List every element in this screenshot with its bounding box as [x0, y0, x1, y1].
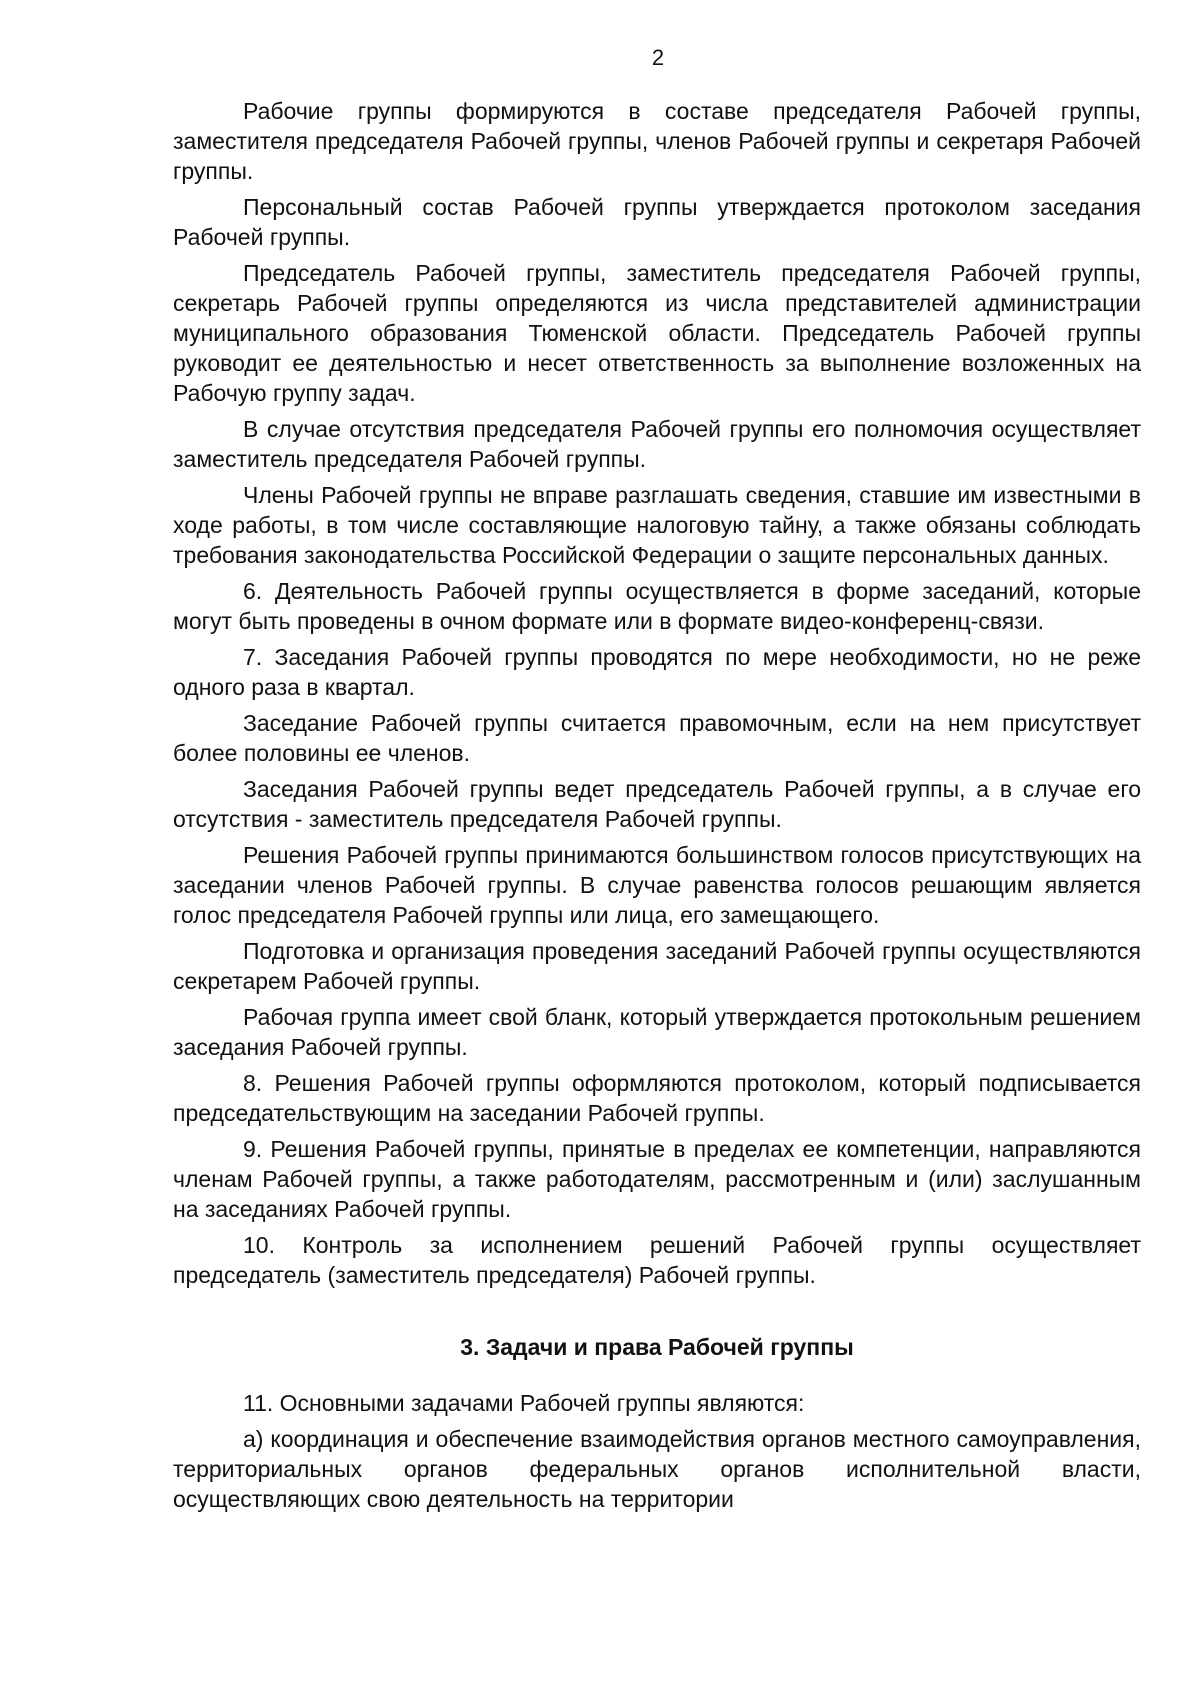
document-body [173, 96, 1141, 1514]
paragraph-item-7: 7. Заседания Рабочей группы проводятся по мере необходимости, но не реже одного раза в квартал. [173, 644, 1141, 700]
paragraph-item-6: 6. Деятельность Рабочей группы осуществляется в форме заседаний, которые могут быть проведены в очном формате или в формате видео-конференц-связи. [173, 578, 1141, 634]
paragraph-decisions-voting: Решения Рабочей группы принимаются большинством голосов присутствующих на заседании членов Рабочей группы. В случае равенства голосов решающим является голос председателя Рабочей группы или лица, его замещающего. [173, 842, 1141, 928]
paragraph-personal-composition: Персональный состав Рабочей группы утверждается протоколом заседания Рабочей группы. [173, 194, 1141, 250]
paragraph-meeting-chair: Заседания Рабочей группы ведет председатель Рабочей группы, а в случае его отсутствия - заместитель председателя Рабочей группы. [173, 776, 1141, 832]
paragraph-item-10: 10. Контроль за исполнением решений Рабочей группы осуществляет председатель (заместитель председателя) Рабочей группы. [173, 1232, 1141, 1288]
paragraph-confidentiality: Члены Рабочей группы не вправе разглашать сведения, ставшие им известными в ходе работы, в том числе составляющие налоговую тайну, а также обязаны соблюдать требования законодательства Российской Федерации о защите персональных данных. [173, 482, 1141, 568]
page-number: 2 [651, 45, 665, 70]
paragraph-item-9: 9. Решения Рабочей группы, принятые в пределах ее компетенции, направляются членам Рабочей группы, а также работодателям, рассмотренным и (или) заслушанным на заседаниях Рабочей группы. [173, 1136, 1141, 1222]
paragraph-deputy-powers: В случае отсутствия председателя Рабочей группы его полномочия осуществляет заместитель председателя Рабочей группы. [173, 416, 1141, 472]
paragraph-meeting-preparation: Подготовка и организация проведения заседаний Рабочей группы осуществляются секретарем Рабочей группы. [173, 938, 1141, 994]
paragraph-item-8: 8. Решения Рабочей группы оформляются протоколом, который подписывается председательствующим на заседании Рабочей группы. [173, 1070, 1141, 1126]
paragraph-item-11: 11. Основными задачами Рабочей группы являются: [243, 1390, 805, 1416]
paragraph-chairman-appointment: Председатель Рабочей группы, заместитель председателя Рабочей группы, секретарь Рабочей группы определяются из числа представителей администрации муниципального образования Тюменской области. Председатель Рабочей группы руководит ее деятельностью и несет ответственность за выполнение возложенных на Рабочую группу задач. [173, 260, 1141, 406]
paragraph-letterhead: Рабочая группа имеет свой бланк, который утверждается протокольным решением заседания Рабочей группы. [173, 1004, 1141, 1060]
paragraph-quorum: Заседание Рабочей группы считается правомочным, если на нем присутствует более половины ее членов. [173, 710, 1141, 766]
paragraph-composition: Рабочие группы формируются в составе председателя Рабочей группы, заместителя председателя Рабочей группы, членов Рабочей группы и секретаря Рабочей группы. [173, 98, 1141, 184]
paragraph-item-11-a: а) координация и обеспечение взаимодействия органов местного самоуправления, территориальных органов федеральных органов исполнительной власти, осуществляющих свою деятельность на территории [173, 1426, 1141, 1512]
section-heading: 3. Задачи и права Рабочей группы [460, 1334, 854, 1360]
